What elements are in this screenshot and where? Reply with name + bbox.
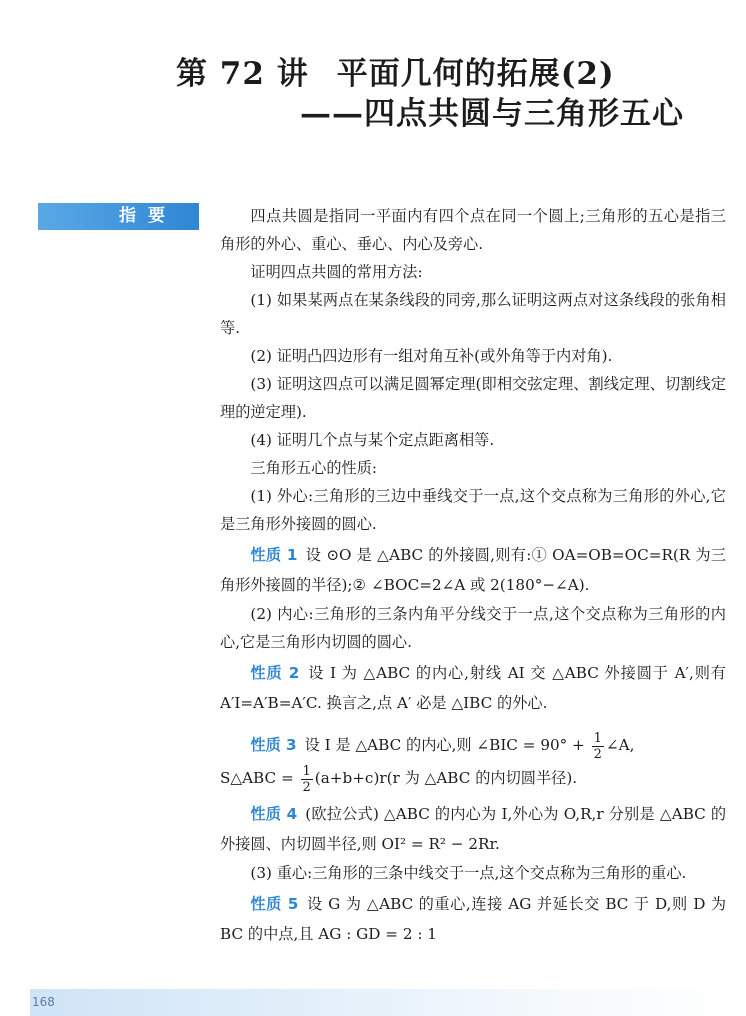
paragraph: (1) 外心:三角形的三边中垂线交于一点,这个交点称为三角形的外心,它是三角形外接圆的圆心. (220, 487, 726, 533)
page-number: 168 (32, 995, 55, 1009)
property-3 (220, 728, 726, 762)
lecture-number: 第 72 讲 (176, 56, 309, 92)
fraction-numerator: 1 (302, 763, 311, 779)
property-4 (220, 799, 726, 859)
paragraph: 四点共圆是指同一平面内有四个点在同一个圆上;三角形的五心是指三角形的外心、重心、垂心、内心及旁心. (220, 207, 726, 253)
property-label: 性质 5 (250, 894, 299, 913)
paragraph: (3) 重心:三角形的三条中线交于一点,这个交点称为三角形的重心. (250, 863, 687, 882)
property-text: 设 I 为 △ABC 的内心,射线 AI 交 △ABC 外接圆于 A′,则有 A′I=A′B=A′C. 换言之,点 A′ 必是 △IBC 的外心. (220, 664, 726, 712)
property-label: 性质 4 (250, 804, 298, 823)
property-label: 性质 3 (250, 736, 297, 754)
body-text (220, 202, 726, 949)
area-lhs: S△ABC = (220, 769, 294, 787)
section-tag: 指要 (38, 203, 199, 230)
paragraph: (1) 如果某两点在某条线段的同旁,那么证明这两点对这条线段的张角相等. (220, 291, 726, 337)
fraction (301, 764, 313, 795)
property-text: 设 G 为 △ABC 的重心,连接 AG 并延长交 BC 于 D,则 D 为 BC 的中点,且 AG : GD = 2 : 1 (220, 894, 727, 943)
paragraph: (2) 内心:三角形的三条内角平分线交于一点,这个交点称为三角形的内心,它是三角形内切圆的圆心. (220, 605, 726, 651)
property-text: (欧拉公式) △ABC 的内心为 I,外心为 O,R,r 分别是 △ABC 的外接圆、内切圆半径,则 OI² = R² − 2Rr. (220, 804, 727, 853)
fraction-denominator: 2 (302, 779, 311, 795)
property-text: 设 I 是 △ABC 的内心,则 ∠BIC = 90° + (304, 736, 585, 754)
property-1 (220, 540, 726, 600)
fraction-denominator: 2 (593, 746, 602, 762)
paragraph: (3) 证明这四点可以满足圆幂定理(即相交弦定理、割线定理、切割线定理的逆定理). (220, 375, 726, 421)
paragraph: 三角形五心的性质: (250, 459, 378, 477)
lecture-subtitle: ——四点共圆与三角形五心 (300, 96, 684, 132)
property-3-formula (220, 762, 726, 795)
property-label: 性质 2 (250, 664, 300, 682)
fraction-numerator: 1 (593, 730, 602, 746)
lecture-title (176, 48, 615, 93)
property-2 (220, 658, 726, 718)
property-label: 性质 1 (250, 546, 298, 564)
paragraph: (4) 证明几个点与某个定点距离相等. (250, 431, 495, 449)
property-text: 设 ⊙O 是 △ABC 的外接圆,则有:① OA=OB=OC=R(R 为三角形外接圆的半径);② ∠BOC=2∠A 或 2(180°−∠A). (220, 546, 727, 594)
property-text: ∠A, (605, 736, 635, 754)
paragraph: 证明四点共圆的常用方法: (250, 263, 423, 281)
paragraph: (2) 证明凸四边形有一组对角互补(或外角等于内对角). (250, 347, 613, 365)
fraction (592, 731, 604, 762)
footer-band (30, 989, 746, 1016)
lecture-title-text: 平面几何的拓展(2) (336, 56, 615, 92)
property-5 (220, 889, 726, 949)
property-text: (a+b+c)r(r 为 △ABC 的内切圆半径). (314, 769, 578, 787)
